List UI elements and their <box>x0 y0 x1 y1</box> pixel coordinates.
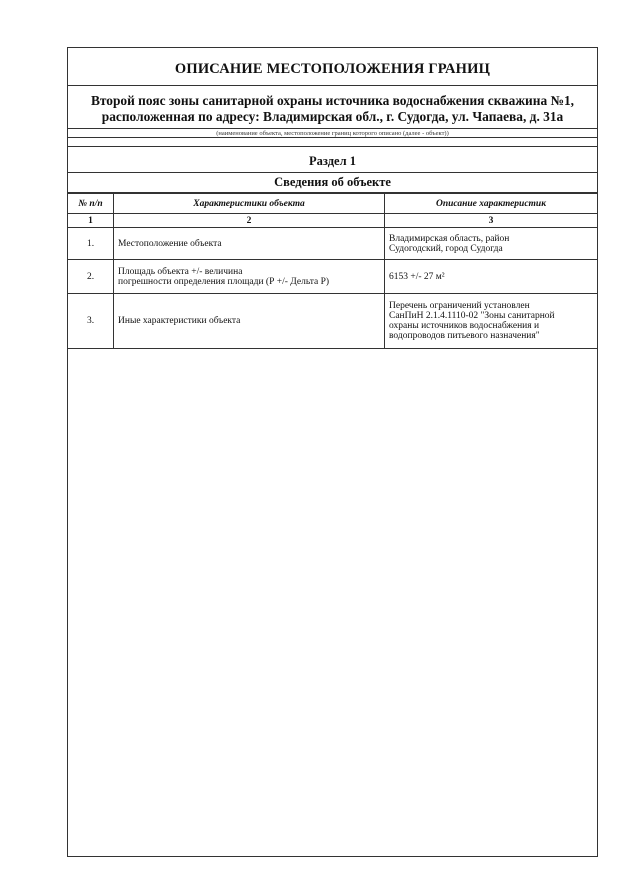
column-number-2: 2 <box>114 214 385 228</box>
row-number: 3. <box>68 294 114 349</box>
row-description-line: СанПиН 2.1.4.1110-02 "Зоны санитарной <box>389 311 555 321</box>
row-description-line: охраны источников водоснабжения и <box>389 321 540 331</box>
row-description <box>385 228 598 260</box>
row-description-line: водопроводов питьевого назначения" <box>389 331 540 341</box>
section-title: Сведения об объекте <box>68 173 597 193</box>
document-title: ОПИСАНИЕ МЕСТОПОЛОЖЕНИЯ ГРАНИЦ <box>68 48 597 86</box>
subject-line-1: Второй пояс зоны санитарной охраны источника водоснабжения скважина №1, <box>90 93 575 108</box>
row-characteristic-line: Площадь объекта +/- величина <box>118 266 243 277</box>
object-subject <box>68 86 597 125</box>
row-description <box>385 260 598 294</box>
header-characteristic: Характеристики объекта <box>114 194 385 214</box>
document-frame <box>67 47 598 857</box>
subject-line-2: расположенная по адресу: Владимирская обл., г. Судогда, ул. Чапаева, д. 31а <box>101 109 564 124</box>
header-number: № п/п <box>68 194 114 214</box>
row-description-line: Перечень ограничений установлен <box>389 301 530 311</box>
row-characteristic-line: Иные характеристики объекта <box>118 316 241 326</box>
row-characteristic <box>114 294 385 349</box>
header-description: Описание характеристик <box>385 194 598 214</box>
table-row <box>68 260 597 294</box>
row-number: 1. <box>68 228 114 260</box>
subject-caption: (наименование объекта, местоположение границ которого описано (далее - объект)) <box>68 128 597 138</box>
row-characteristic-line: погрешности определения площади (Р +/- Дельта Р) <box>118 276 330 287</box>
table-header-row <box>68 194 597 214</box>
column-number-1: 1 <box>68 214 114 228</box>
row-description-line: Судогодский, город Судогда <box>389 243 503 254</box>
row-description <box>385 294 598 349</box>
row-description-line: 6153 +/- 27 м² <box>389 271 445 282</box>
table-row <box>68 228 597 260</box>
object-info-table <box>68 193 597 349</box>
row-characteristic-line: Местоположение объекта <box>118 238 222 249</box>
column-number-row <box>68 214 597 228</box>
row-number: 2. <box>68 260 114 294</box>
column-number-3: 3 <box>385 214 598 228</box>
section-heading: Раздел 1 <box>68 146 597 173</box>
table-row <box>68 294 597 349</box>
row-characteristic <box>114 228 385 260</box>
row-description-line: Владимирская область, район <box>389 233 510 244</box>
row-characteristic <box>114 260 385 294</box>
